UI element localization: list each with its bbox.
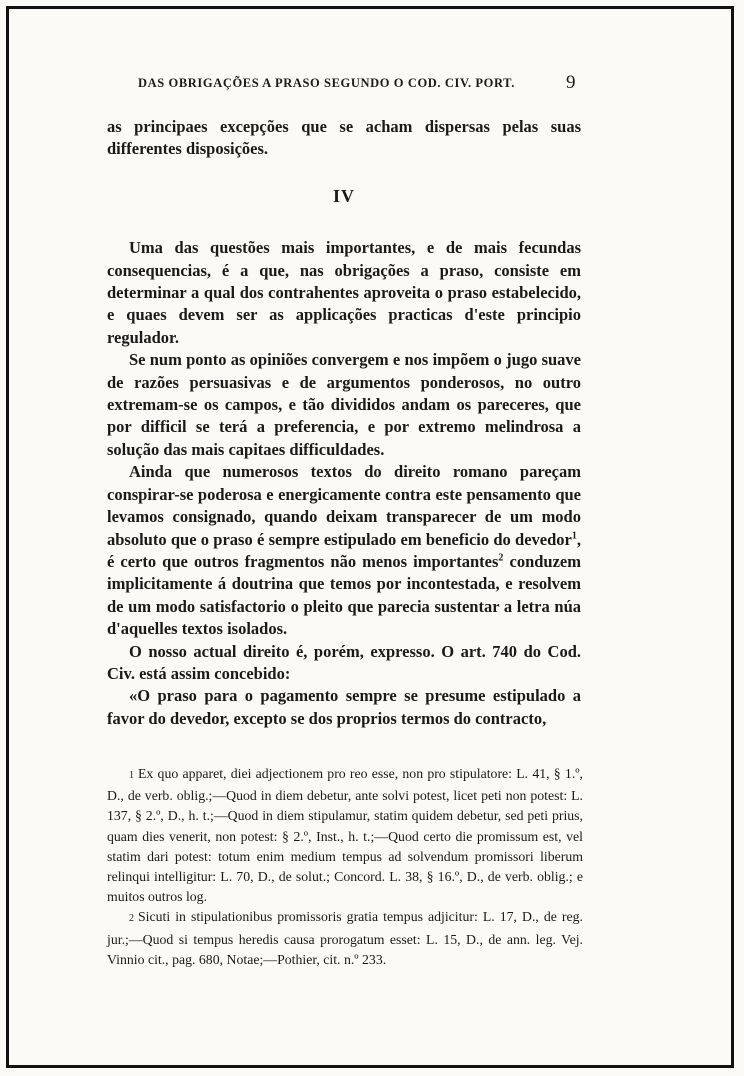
footnote-2-text: Sicuti in stipulationibus promissoris gratia tempus adjicitur: L. 17, D., de reg. jur.;—Quod si tempus heredis causa prorogatum esset: L. 15, D., de ann. leg. Vej. Vinnio cit., pag. 680, Notae;—Pothier, cit. n.º 233.: [107, 909, 583, 967]
paragraph-3-part-c: conduzem implicitamente á doutrina que temos por incontestada, e resolvem de um modo satisfactorio o pleito que parecia sustentar a letra núa d'aquelles textos isolados.: [107, 551, 581, 639]
section-heading: IV: [332, 185, 355, 206]
footnote-1: [107, 764, 583, 907]
paragraph-4: O nosso actual direito é, porém, expresso. O art. 740 do Cod. Civ. está assim concebido:: [107, 641, 581, 683]
paragraph-1: Uma das questões mais importantes, e de mais fecundas consequencias, é a que, nas obrigações a praso, consiste em determinar a qual dos contrahentes aproveita o praso estabelecido, e quaes devem ser as applicações practicas d'este principio regulador.: [107, 238, 581, 347]
running-head: DAS OBRIGAÇÕES A PRASO SEGUNDO O COD. CIV. PORT.: [138, 76, 515, 90]
footnote-ref-2: 2: [498, 552, 504, 564]
paragraph-5: «O praso para o pagamento sempre se presume estipulado a favor do devedor, excepto se dos proprios termos do contracto,: [107, 686, 581, 728]
footnote-ref-1: 1: [571, 530, 577, 541]
footnote-1-text: Ex quo apparet, diei adjectionem pro reo esse, non pro stipulatore: L. 41, § 1.º, D., de verb. oblig.;—Quod in diem debetur, ante solvi potest, licet peti non potest: L. 137, § 2.º, D., h. t.;—Quod in diem stipulamur, statim quidem debetur, sed peti prius, quam dies venerit, non potest: § 2.º, Inst., h. t.;—Quod certo die promissum est, vel statim dari potest: totum enim medium tempus ad solvendum promissori liberum relinqui intelligitur: L. 70, D., de solut.; Concord. L. 38, § 16.º, D., de verb. oblig.; e muitos outros log.: [107, 766, 583, 905]
opening-paragraph: as principaes excepções que se acham dispersas pelas suas differentes disposições.: [107, 117, 581, 159]
footnote-1-mark: 1: [129, 770, 134, 781]
footnote-2: [107, 907, 583, 970]
paragraph-2: Se num ponto as opiniões convergem e nos impõem o jugo suave de razões persuasivas e de argumentos ponderosos, no outro extremam-se os campos, e tão divididos andam os pareceres, que por difficil se terá a preferencia, e por extremo melindrosa a solução das mais capitaes difficuldades.: [107, 350, 581, 459]
body-text: [107, 116, 581, 730]
footnotes: [107, 764, 583, 970]
paragraph-3-part-b: , é certo que outros fragmentos não menos importantes: [107, 529, 581, 571]
paragraph-3: [107, 461, 581, 640]
page-number: 9: [566, 72, 576, 93]
footnote-2-mark: 2: [129, 913, 134, 925]
paragraph-3-part-a: Ainda que numerosos textos do direito romano pareçam conspirar-se poderosa e energicamente contra este pensamento que levamos consignado, quando deixam transparecer de um modo absoluto que o praso é sempre estipulado em beneficio do devedor: [107, 462, 581, 549]
